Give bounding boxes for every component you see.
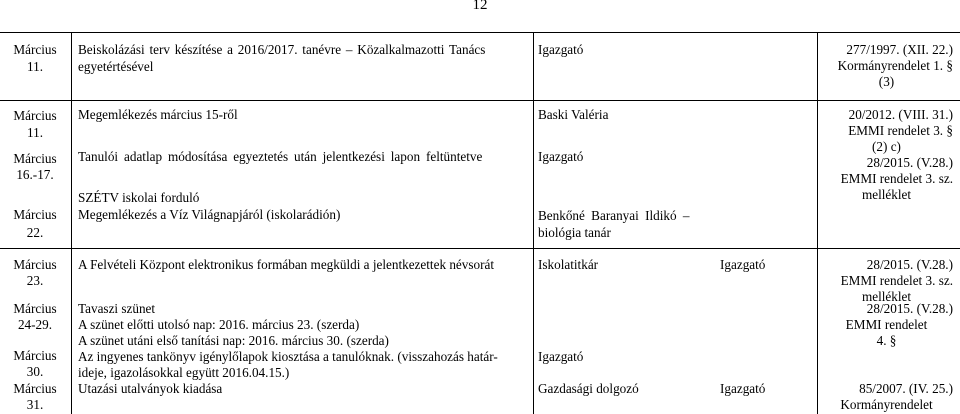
law-reference: 4. §: [876, 333, 897, 348]
responsible-cell: biológia tanár: [538, 225, 611, 240]
date-cell: Március: [13, 348, 57, 363]
law-reference: 28/2015. (V.28.): [866, 257, 953, 272]
responsible-cell: Igazgató: [538, 349, 584, 364]
date-cell: 31.: [26, 397, 44, 412]
law-reference: (3): [878, 74, 895, 89]
task-text: A Felvételi Központ elektronikus formában megküldi a jelentkezettek névsorát: [78, 257, 495, 272]
responsible-cell: Igazgató: [538, 149, 584, 164]
column-divider: [817, 32, 818, 414]
law-reference: EMMI rendelet: [845, 317, 928, 332]
task-text: Beiskolázási terv készítése a 2016/2017. tanévre – Közalkalmazotti Tanács: [78, 42, 486, 57]
page-number: 12: [472, 0, 488, 13]
responsible-cell: Igazgató: [720, 381, 766, 396]
date-cell: Március: [13, 108, 57, 123]
task-text: A szünet előtti utolsó nap: 2016. március 23. (szerda): [78, 317, 360, 332]
date-cell: 22.: [26, 225, 44, 240]
date-cell: Március: [13, 207, 57, 222]
date-cell: Március: [13, 381, 57, 396]
responsible-cell: Igazgató: [720, 257, 766, 272]
row-divider: [0, 248, 960, 249]
date-cell: 11.: [27, 59, 43, 74]
law-reference: 85/2007. (IV. 25.): [859, 381, 953, 396]
law-reference: 28/2015. (V.28.): [866, 301, 953, 316]
task-text: Megemlékezés március 15-ről: [78, 107, 238, 122]
task-text: Tavaszi szünet: [78, 301, 156, 316]
responsible-cell: Igazgató: [538, 42, 584, 57]
date-cell: 23.: [26, 273, 44, 288]
table-top-border: [0, 32, 960, 33]
task-text: A szünet utáni első tanítási nap: 2016. március 30. (szerda): [78, 333, 389, 348]
date-cell: Március: [13, 151, 57, 166]
law-reference: 28/2015. (V.28.): [866, 155, 953, 170]
law-reference: EMMI rendelet 3. sz.: [840, 273, 953, 288]
row-divider: [0, 100, 960, 101]
law-reference: EMMI rendelet 3. sz.: [840, 171, 953, 186]
law-reference: 277/1997. (XII. 22.): [846, 42, 953, 57]
date-cell: 30.: [26, 364, 44, 379]
law-reference: Kormányrendelet: [840, 397, 933, 412]
law-reference: 20/2012. (VIII. 31.): [848, 107, 953, 122]
responsible-cell: Gazdasági dolgozó: [538, 381, 639, 396]
task-text: Megemlékezés a Víz Világnapjáról (iskolarádión): [78, 207, 341, 222]
column-divider: [533, 32, 534, 414]
task-text: egyetértésével: [78, 59, 154, 74]
task-text: ideje, igazolásokkal együtt 2016.04.15.): [78, 365, 290, 380]
responsible-cell: Baski Valéria: [538, 107, 609, 122]
date-cell: Március: [13, 257, 57, 272]
date-cell: 24-29.: [17, 317, 53, 332]
law-reference: EMMI rendelet 3. §: [848, 123, 953, 138]
date-cell: Március: [13, 42, 57, 57]
law-reference: melléklet: [861, 289, 912, 304]
column-divider: [71, 32, 72, 414]
responsible-cell: Iskolatitkár: [538, 257, 599, 272]
law-reference: melléklet: [861, 187, 912, 202]
responsible-cell: Benkőné Baranyai Ildikó –: [538, 208, 690, 223]
law-reference: Kormányrendelet 1. §: [837, 58, 953, 73]
task-text: SZÉTV iskolai forduló: [78, 190, 200, 205]
task-text: Az ingyenes tankönyv igénylőlapok kiosztása a tanulóknak. (visszahozás határ-: [78, 349, 498, 364]
date-cell: Március: [13, 301, 57, 316]
date-cell: 16.-17.: [16, 167, 54, 182]
task-text: Tanulói adatlap módosítása egyeztetés után jelentkezési lapon feltüntetve: [78, 149, 483, 164]
task-text: Utazási utalványok kiadása: [78, 381, 223, 396]
date-cell: 11.: [27, 125, 43, 140]
law-reference: (2) c): [872, 139, 901, 154]
